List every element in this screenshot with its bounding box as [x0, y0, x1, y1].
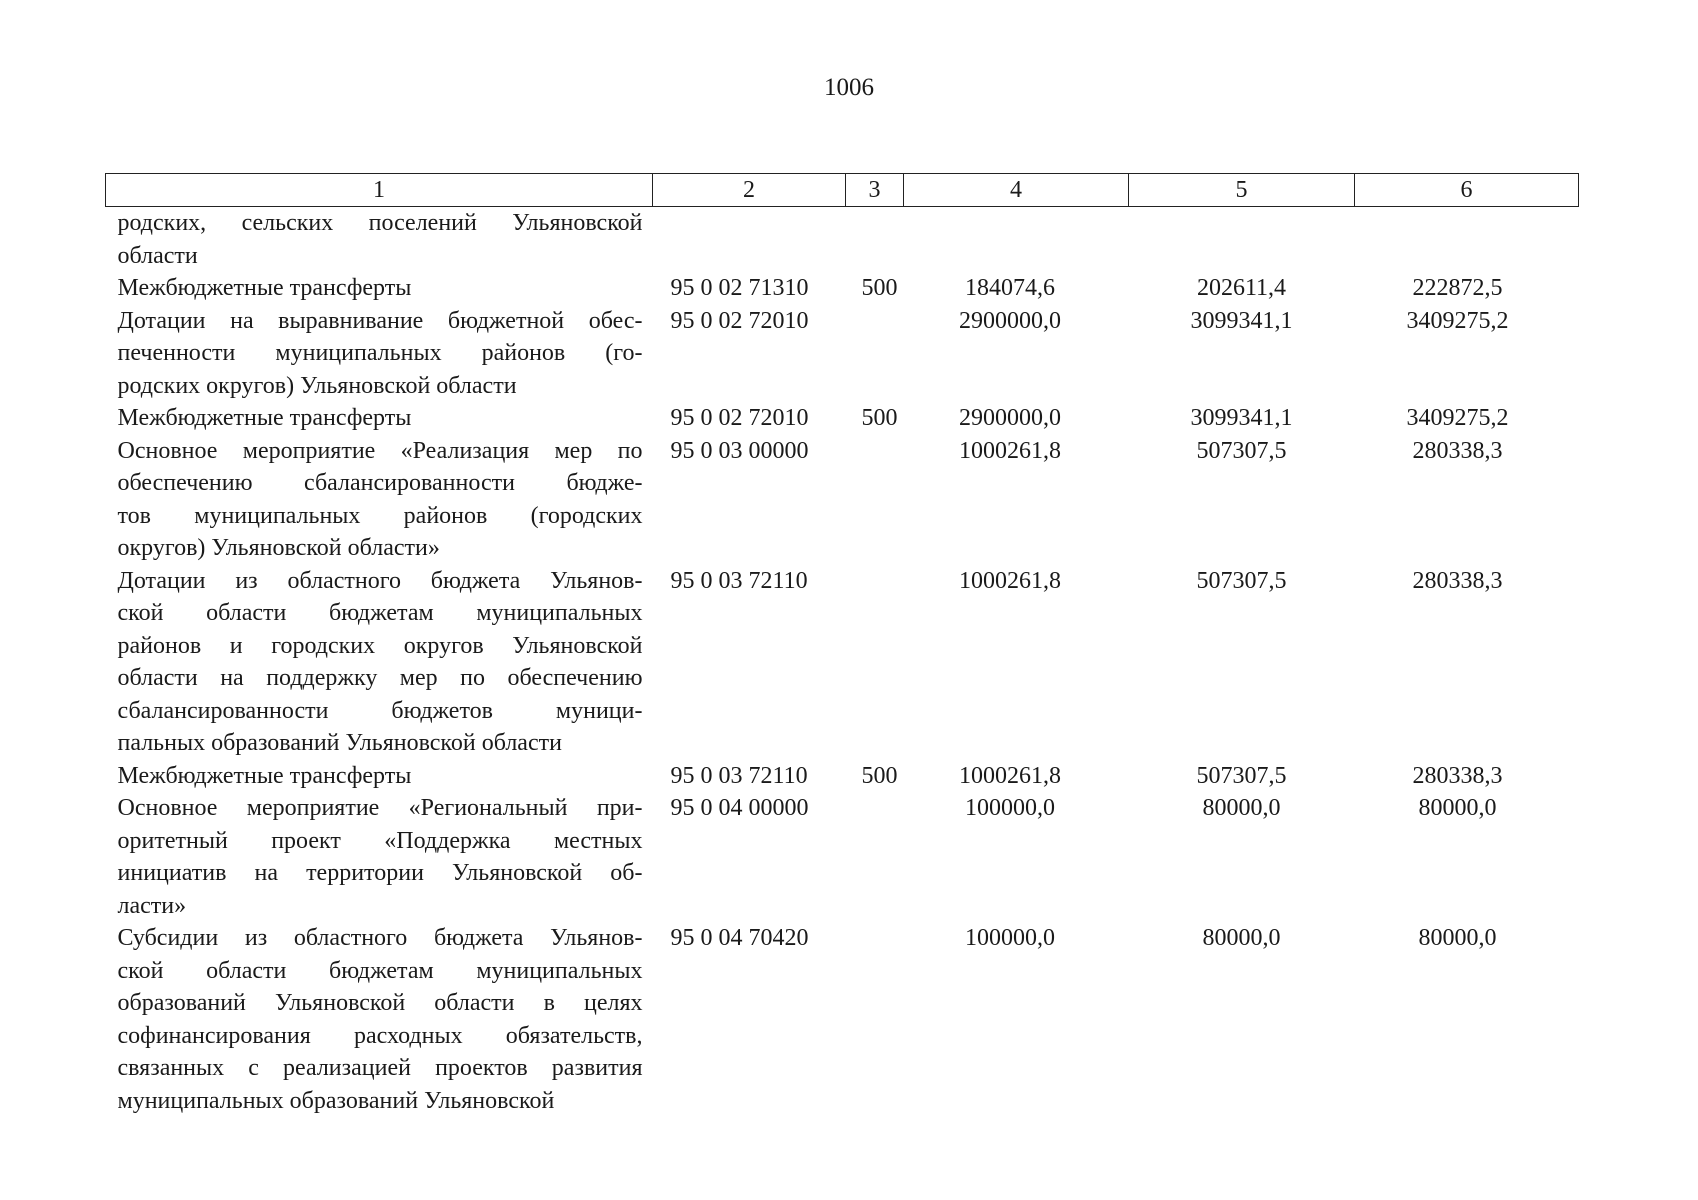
description-line: Дотации на выравнивание бюджетной обес-	[117, 307, 643, 334]
budget-code: 95 0 02 71310	[670, 275, 809, 301]
value-col-6: 3409275,2	[1406, 307, 1509, 334]
budget-code: 95 0 02 72010	[670, 405, 809, 431]
table-row	[106, 565, 1579, 760]
value-col-4: 2900000,0	[959, 405, 1061, 431]
value-col-5: 507307,5	[1196, 762, 1287, 789]
table-row	[106, 305, 1579, 403]
description-line: оритетный проект «Поддержка местных	[117, 827, 643, 854]
description-line: области	[117, 242, 198, 269]
description-line: тов муниципальных районов (городских	[117, 502, 643, 529]
description-line: районов и городских округов Ульяновской	[117, 632, 643, 659]
row-description	[106, 305, 653, 403]
expense-type	[846, 792, 904, 922]
table-row	[106, 760, 1579, 793]
budget-code: 95 0 03 00000	[670, 437, 809, 464]
value-col-5: 507307,5	[1196, 437, 1287, 464]
description-line: пальных образований Ульяновской области	[117, 730, 562, 756]
value-col-6: 222872,5	[1412, 275, 1503, 301]
description-line: Основное мероприятие «Региональный при-	[117, 795, 643, 821]
value-col-5	[1129, 207, 1355, 273]
description-line: связанных с реализацией проектов развития	[117, 1055, 643, 1081]
expense-type: 500	[861, 405, 898, 431]
row-description	[106, 207, 653, 273]
value-col-6: 80000,0	[1418, 925, 1497, 951]
description-line: обеспечению сбалансированности бюдже-	[117, 470, 643, 496]
description-line: инициатив на территории Ульяновской об-	[117, 860, 643, 886]
value-col-5: 3099341,1	[1190, 307, 1293, 334]
value-col-6	[1355, 207, 1579, 273]
expense-type: 500	[861, 762, 898, 789]
table-row	[106, 207, 1579, 273]
description-line: Межбюджетные трансферты	[117, 275, 412, 301]
value-col-6: 80000,0	[1418, 795, 1497, 821]
description-line: софинансирования расходных обязательств,	[117, 1022, 643, 1049]
value-col-4	[904, 207, 1129, 273]
budget-code: 95 0 04 00000	[670, 795, 809, 821]
value-col-4: 100000,0	[965, 925, 1055, 951]
row-description	[106, 760, 653, 793]
value-col-5: 202611,4	[1196, 275, 1287, 301]
value-col-5: 80000,0	[1202, 795, 1281, 821]
header-cell-3: 3	[846, 174, 904, 207]
value-col-4: 100000,0	[965, 795, 1055, 821]
row-description	[106, 402, 653, 435]
table-header	[106, 174, 1579, 207]
table-body	[106, 207, 1579, 1118]
description-line: ской области бюджетам муниципальных	[117, 957, 643, 984]
row-description	[106, 435, 653, 565]
description-line: сбалансированности бюджетов муници-	[117, 697, 643, 724]
table-row	[106, 435, 1579, 565]
row-description	[106, 565, 653, 760]
header-cell-2: 2	[653, 174, 846, 207]
budget-code: 95 0 03 72110	[670, 567, 808, 594]
budget-code	[653, 207, 846, 273]
table-row	[106, 272, 1579, 305]
value-col-6: 280338,3	[1412, 567, 1503, 594]
value-col-4: 1000261,8	[959, 567, 1061, 594]
budget-table	[105, 173, 1579, 1117]
value-col-5: 507307,5	[1196, 567, 1287, 594]
description-line: муниципальных образований Ульяновской	[117, 1087, 555, 1114]
value-col-4: 1000261,8	[959, 437, 1061, 464]
value-col-4: 1000261,8	[959, 762, 1061, 789]
page-number: 1006	[824, 74, 874, 101]
header-cell-4: 4	[904, 174, 1129, 207]
expense-type	[846, 305, 904, 403]
table-row	[106, 922, 1579, 1117]
table-row	[106, 402, 1579, 435]
description-line: округов) Ульяновской области»	[117, 535, 440, 561]
header-row	[106, 174, 1579, 207]
budget-code: 95 0 02 72010	[670, 307, 809, 334]
row-description	[106, 792, 653, 922]
expense-type	[846, 922, 904, 1117]
table-row	[106, 792, 1579, 922]
value-col-6: 3409275,2	[1406, 405, 1509, 431]
header-cell-6: 6	[1355, 174, 1579, 207]
expense-type	[846, 435, 904, 565]
header-cell-1: 1	[106, 174, 653, 207]
value-col-5: 80000,0	[1202, 925, 1281, 951]
expense-type	[846, 565, 904, 760]
value-col-4: 184074,6	[965, 275, 1055, 301]
description-line: Межбюджетные трансферты	[117, 405, 412, 431]
description-line: родских, сельских поселений Ульяновской	[117, 210, 643, 236]
value-col-6: 280338,3	[1412, 437, 1503, 464]
description-line: Дотации из областного бюджета Ульянов-	[117, 567, 643, 594]
value-col-5: 3099341,1	[1190, 405, 1293, 431]
description-line: Основное мероприятие «Реализация мер по	[117, 437, 643, 464]
budget-code: 95 0 04 70420	[670, 925, 809, 951]
row-description	[106, 272, 653, 305]
budget-code: 95 0 03 72110	[670, 762, 808, 789]
description-line: ласти»	[117, 892, 187, 919]
value-col-4: 2900000,0	[959, 307, 1061, 334]
header-cell-5: 5	[1129, 174, 1355, 207]
expense-type	[846, 207, 904, 273]
description-line: родских округов) Ульяновской области	[117, 372, 517, 399]
description-line: области на поддержку мер по обеспечению	[117, 665, 643, 691]
description-line: ской области бюджетам муниципальных	[117, 600, 643, 626]
expense-type: 500	[861, 275, 898, 301]
description-line: Межбюджетные трансферты	[117, 762, 412, 789]
row-description	[106, 922, 653, 1117]
description-line: печенности муниципальных районов (го-	[117, 340, 643, 366]
description-line: образований Ульяновской области в целях	[117, 990, 643, 1016]
value-col-6: 280338,3	[1412, 762, 1503, 789]
description-line: Субсидии из областного бюджета Ульянов-	[117, 925, 643, 951]
